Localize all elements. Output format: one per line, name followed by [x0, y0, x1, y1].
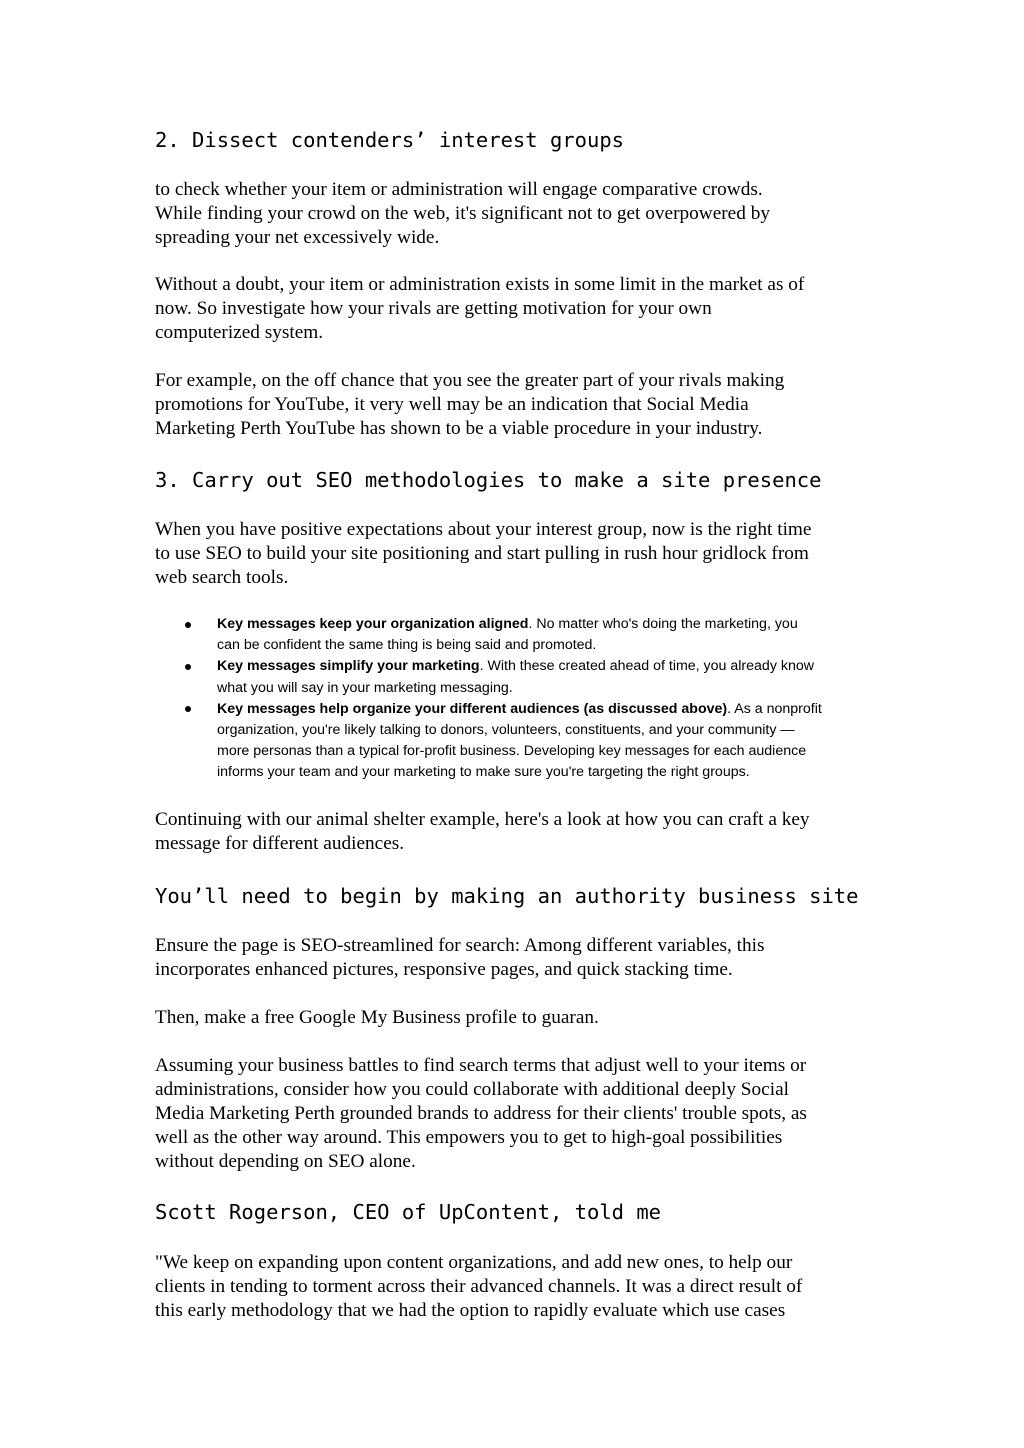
list-item — [185, 614, 885, 656]
text-line: While finding your crowd on the web, it's significant not to get overpowered by — [155, 203, 770, 224]
bullet-icon — [185, 664, 191, 670]
bullet-icon — [185, 622, 191, 628]
text-line: administrations, consider how you could collaborate with additional deeply Social — [155, 1079, 789, 1100]
bullet-text: . As a nonprofit — [727, 700, 822, 717]
text-line: Then, make a free Google My Business profile to guaran. — [155, 1007, 599, 1028]
key-messages-list — [185, 614, 885, 784]
text-line: Without a doubt, your item or administration exists in some limit in the market as of — [155, 274, 805, 295]
paragraph-youtube-example — [155, 369, 875, 441]
text-line: Ensure the page is SEO-streamlined for search: Among different variables, this — [155, 935, 765, 956]
text-line: When you have positive expectations about your interest group, now is the right time — [155, 519, 812, 540]
bullet-bold-text: Key messages keep your organization aligned — [217, 616, 529, 632]
text-line: message for different audiences. — [155, 833, 405, 854]
bullet-text: more personas than a typical for-profit business. Developing key messages for each audience — [217, 743, 807, 760]
bullet-bold-text: Key messages help organize your different audiences (as discussed above) — [217, 700, 728, 717]
text-line: Continuing with our animal shelter example, here's a look at how you can craft a key — [155, 809, 810, 830]
text-line: "We keep on expanding upon content organizations, and add new ones, to help our — [155, 1252, 793, 1273]
list-item — [185, 699, 885, 784]
bullet-text: can be confident the same thing is being said and promoted. — [217, 637, 597, 654]
heading-authority-site: You’ll need to begin by making an authority business site — [155, 884, 859, 908]
paragraph-collaborate — [155, 1054, 875, 1174]
heading-seo-methodologies: 3. Carry out SEO methodologies to make a site presence — [155, 468, 822, 492]
text-line: to use SEO to build your site positioning and start pulling in rush hour gridlock from — [155, 543, 809, 564]
text-line: Media Marketing Perth grounded brands to address for their clients' trouble spots, as — [155, 1103, 807, 1124]
text-line: to check whether your item or administration will engage comparative crowds. — [155, 179, 763, 200]
text-line: promotions for YouTube, it very well may be an indication that Social Media — [155, 394, 749, 415]
text-line: spreading your net excessively wide. — [155, 227, 440, 248]
bullet-text: . No matter who's doing the marketing, you — [528, 616, 798, 632]
paragraph-seo — [155, 518, 875, 590]
text-line: without depending on SEO alone. — [155, 1151, 416, 1172]
bullet-text: what you will say in your marketing messaging. — [217, 679, 513, 696]
list-item — [185, 656, 885, 698]
text-line: this early methodology that we had the option to rapidly evaluate which use cases — [155, 1300, 786, 1321]
bullet-icon — [185, 706, 191, 712]
paragraph-google-business — [155, 1006, 875, 1030]
heading-dissect-contenders: 2. Dissect contenders’ interest groups — [155, 128, 624, 152]
paragraph-crowds — [155, 178, 875, 250]
text-line: computerized system. — [155, 322, 324, 343]
text-line: clients in tending to torment across their advanced channels. It was a direct result of — [155, 1276, 803, 1297]
paragraph-seo-streamlined — [155, 934, 875, 982]
bullet-text: organization, you're likely talking to donors, volunteers, constituents, and your community — — [217, 722, 795, 739]
heading-scott-rogerson: Scott Rogerson, CEO of UpContent, told me — [155, 1200, 662, 1224]
paragraph-rivals — [155, 273, 875, 345]
text-line: For example, on the off chance that you see the greater part of your rivals making — [155, 370, 785, 391]
text-line: web search tools. — [155, 567, 289, 588]
paragraph-animal-shelter — [155, 808, 875, 856]
text-line: Marketing Perth YouTube has shown to be a viable procedure in your industry. — [155, 418, 763, 439]
paragraph-quote — [155, 1251, 875, 1323]
bullet-text: . With these created ahead of time, you already know — [479, 658, 814, 675]
text-line: well as the other way around. This empowers you to get to high-goal possibilities — [155, 1127, 783, 1148]
text-line: now. So investigate how your rivals are getting motivation for your own — [155, 298, 712, 319]
bullet-bold-text: Key messages simplify your marketing — [217, 658, 480, 675]
text-line: incorporates enhanced pictures, responsive pages, and quick stacking time. — [155, 959, 733, 980]
bullet-text: informs your team and your marketing to make sure you're targeting the right groups. — [217, 764, 750, 781]
text-line: Assuming your business battles to find search terms that adjust well to your items or — [155, 1055, 807, 1076]
